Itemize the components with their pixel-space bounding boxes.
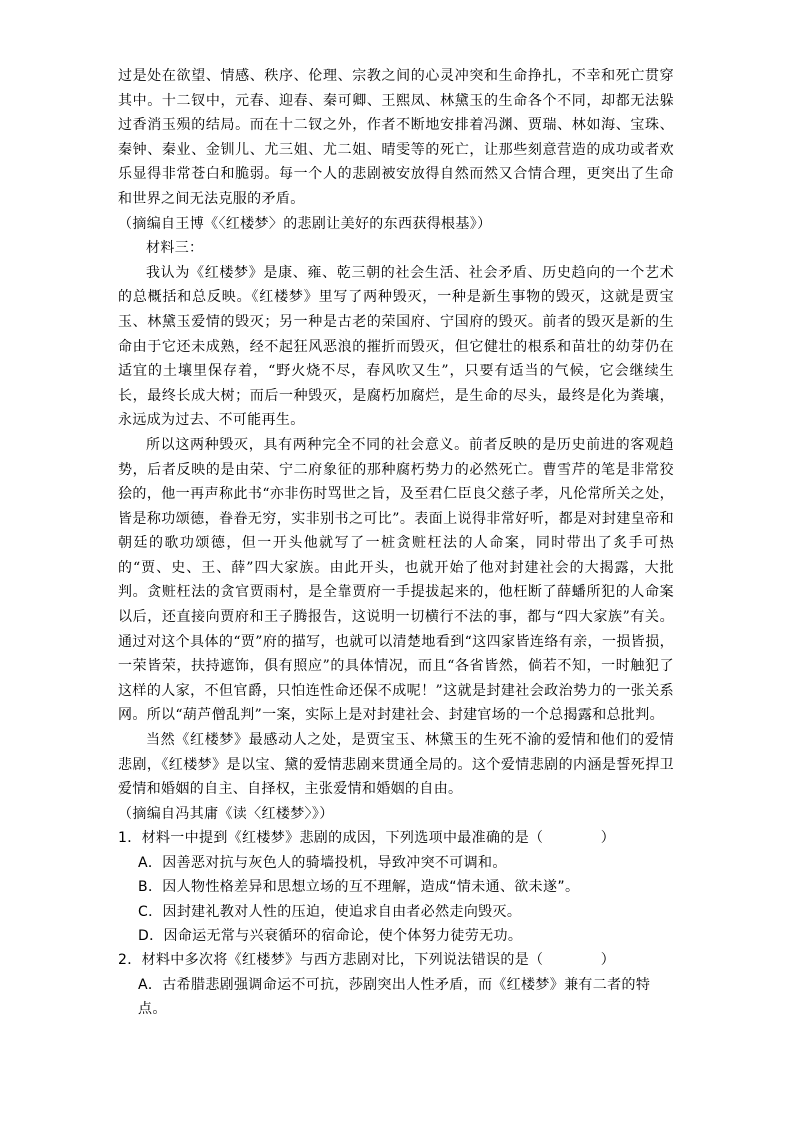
material-three bbox=[118, 236, 674, 826]
body-paragraph: 过是处在欲望、情感、秩序、伦理、宗教之间的心灵冲突和生命挣扎，不幸和死亡贯穿其中。十二钗中，元春、迎春、秦可卿、王熙凤、林黛玉的生命各个不同，却都无法躲过香消玉殒的结局。而在十二钗之外，作者不断地安排着冯渊、贾瑞、林如海、宝珠、秦钟、秦业、金钏儿、尤三姐、尤二姐、晴雯等的死亡，让那些刻意营造的成功或者欢乐显得非常苍白和脆弱。每一个人的悲剧被安放得自然而然又合情合理，更突出了生命和世界之间无法克服的矛盾。 bbox=[118, 68, 674, 207]
question-two bbox=[118, 948, 674, 1021]
option-a: A．古希腊悲剧强调命运不可抗，莎剧突出人性矛盾，而《红楼梦》兼有二者的特点。 bbox=[138, 976, 651, 1018]
question-one bbox=[118, 826, 674, 948]
body-paragraph: 我认为《红楼梦》是康、雍、乾三朝的社会生活、社会矛盾、历史趋向的一个艺术的总概括和总反映。《红楼梦》里写了两种毁灭，一种是新生事物的毁灭，这就是贾宝玉、林黛玉爱情的毁灭；另一种是古老的荣国府、宁国府的毁灭。前者的毁灭是新的生命由于它还未成熟，经不起狂风恶浪的摧折而毁灭，但它健壮的根系和苗壮的幼芽仍在适宜的土壤里保存着，“野火烧不尽，春风吹又生”，只要有适当的气候，它会继续生长，最终长成大树；而后一种毁灭，是腐朽加腐烂，是生命的尽头，最终是化为粪壤，永远成为过去、不可能再生。 bbox=[118, 264, 674, 429]
body-paragraph: 当然《红楼梦》最感动人之处，是贾宝玉、林黛玉的生死不渝的爱情和他们的爱情悲剧，《红楼梦》是以宝、黛的爱情悲剧来贯通全局的。这个爱情悲剧的内涵是誓死捍卫爱情和婚姻的自主、自择权，主张爱情和婚姻的自由。 bbox=[118, 732, 674, 798]
material-three-label: 材料三： bbox=[146, 240, 204, 257]
option-d: D．因命运无常与兴衰循环的宿命论，使个体努力徒劳无功。 bbox=[138, 928, 523, 945]
option-c: C．因封建礼教对人性的压迫，使追求自由者必然走向毁灭。 bbox=[138, 903, 522, 920]
content-column bbox=[118, 64, 674, 1022]
question-stem: 1．材料一中提到《红楼梦》悲剧的成因，下列选项中最准确的是（ ） bbox=[118, 830, 616, 847]
question-stem: 2．材料中多次将《红楼梦》与西方悲剧对比，下列说法错误的是（ ） bbox=[118, 952, 616, 969]
material-two-tail bbox=[118, 64, 674, 236]
material-two-source: （摘编自王博《〈红楼梦〉的悲剧让美好的东西获得根基》） bbox=[118, 215, 492, 232]
option-b: B．因人物性格差异和思想立场的互不理解，造成“情未通、欲未遂”。 bbox=[138, 879, 580, 896]
material-three-source: （摘编自冯其庸《读〈红楼梦〉》） bbox=[118, 805, 334, 822]
option-a: A．因善恶对抗与灰色人的骑墙投机，导致冲突不可调和。 bbox=[138, 854, 507, 871]
body-paragraph: 所以这两种毁灭，具有两种完全不同的社会意义。前者反映的是历史前进的客观趋势，后者反映的是由荣、宁二府象征的那种腐朽势力的必然死亡。曹雪芹的笔是非常狡狯的，他一再声称此书“亦非伤时骂世之旨，及至君仁臣良父慈子孝，凡伦常所关之处，皆是称功颂德，眷眷无穷，实非别书之可比”。表面上说得非常好听，都是对封建皇帝和朝廷的歌功颂德，但一开头他就写了一桩贪赃枉法的人命案，同时带出了炙手可热的“贾、史、王、薛”四大家族。由此开头，也就开始了他对封建社会的大揭露，大批判。贪赃枉法的贪官贾雨村，是全靠贾府一手提拔起来的，他枉断了薛蟠所犯的人命案以后，还直接向贾府和王子腾报告，这说明一切横行不法的事，都与“四大家族”有关。通过对这个具体的“贾”府的描写，也就可以清楚地看到“这四家皆连络有亲，一损皆损，一荣皆荣，扶持遮饰，俱有照应”的具体情况，而且“各省皆然，倘若不知，一时触犯了这样的人家，不但官爵，只怕连性命还保不成呢！”这就是封建社会政治势力的一张关系网。所以“葫芦僧乱判”一案，实际上是对封建社会、封建官场的一个总揭露和总批判。 bbox=[118, 436, 674, 724]
